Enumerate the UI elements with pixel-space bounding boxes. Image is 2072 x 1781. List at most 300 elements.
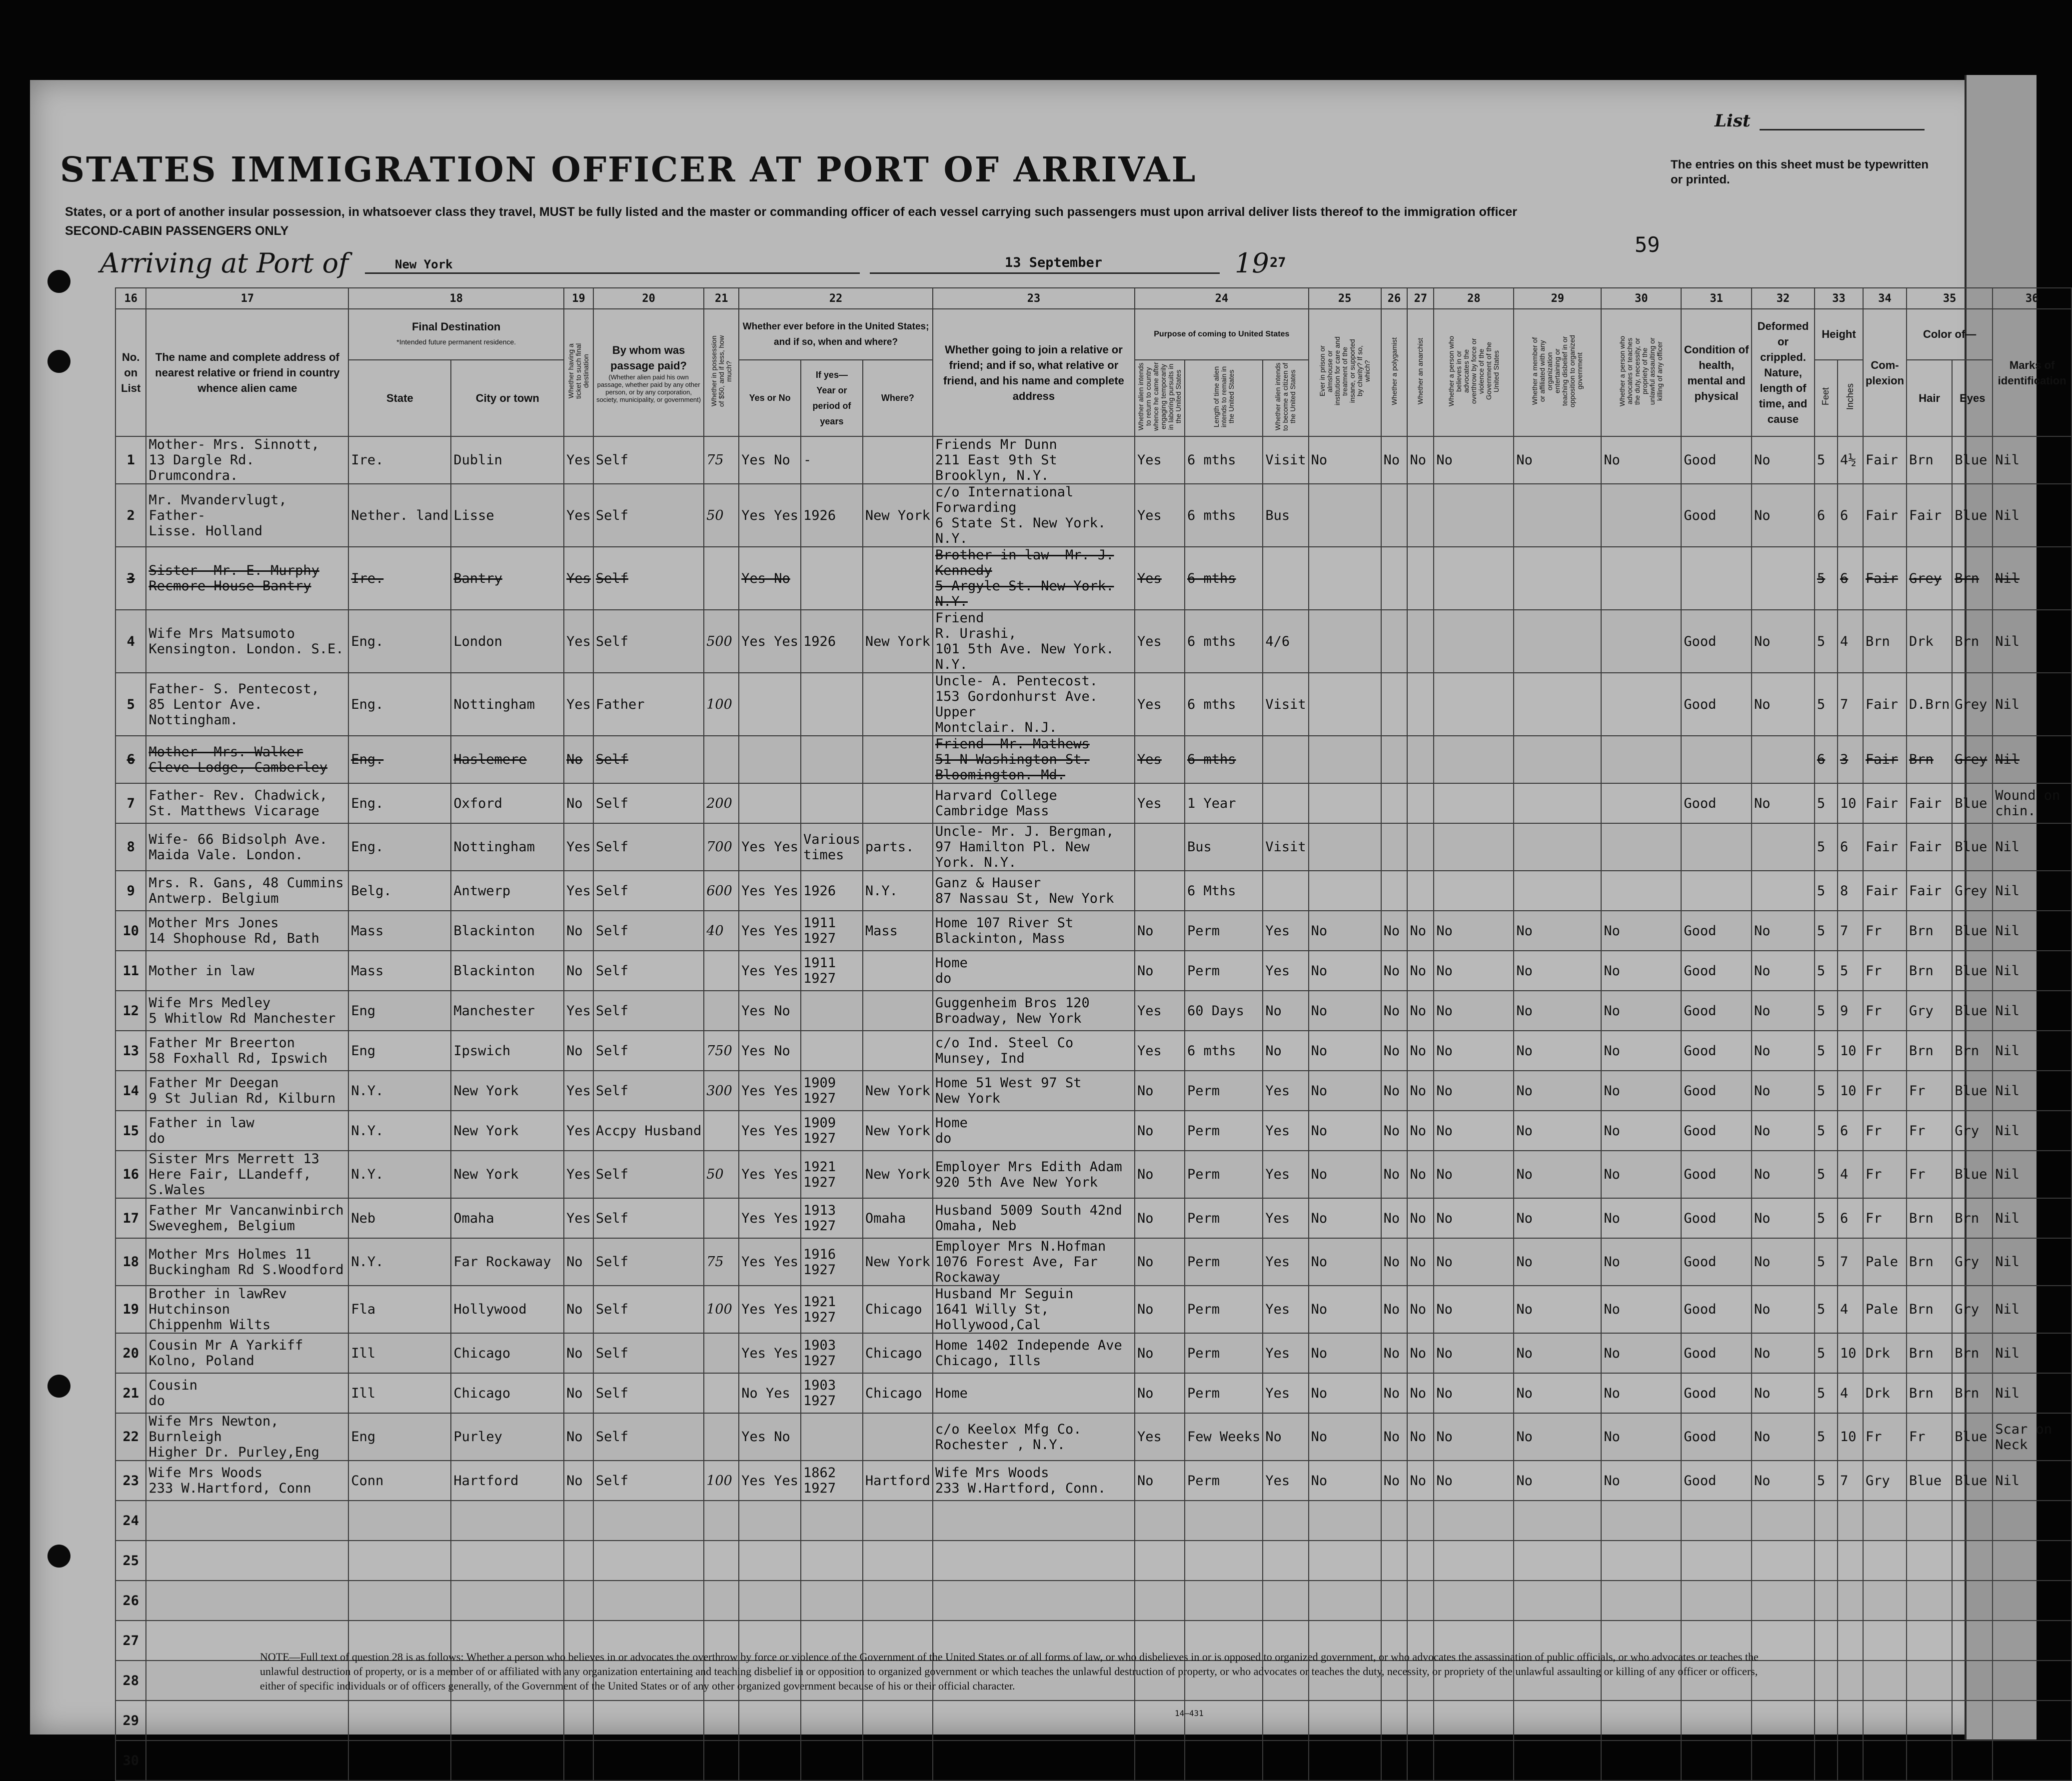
year-cell: 1903 1927	[801, 1333, 863, 1373]
health-cell: Good	[1681, 1071, 1752, 1111]
passage-paid-cell: Self	[593, 610, 704, 673]
inches-label: Inches	[1845, 383, 1855, 410]
relative-cell-line: Mother- Mrs. Sinnott,	[148, 437, 319, 452]
eyes-cell: Brn	[1952, 1198, 1993, 1238]
health-cell: Good	[1681, 783, 1752, 823]
organized-cell: No	[1514, 1413, 1601, 1461]
prison-cell	[1309, 1581, 1381, 1621]
health-cell: Good	[1681, 1151, 1752, 1198]
city-cell: Ipswich	[451, 1031, 564, 1071]
assault-cell	[1601, 1541, 1681, 1581]
year-cell	[801, 736, 863, 783]
relative-cell-line: Father Mr Deegan	[148, 1075, 279, 1091]
feet-cell: 5	[1815, 1198, 1838, 1238]
health-cell: Good	[1681, 1373, 1752, 1413]
where-cell	[863, 547, 933, 610]
anarchist-cell: No	[1407, 1333, 1434, 1373]
manifest-row	[115, 1461, 2072, 1501]
hair-cell	[1907, 1701, 1952, 1741]
health-cell: Good	[1681, 1031, 1752, 1071]
city-cell: Antwerp	[451, 871, 564, 911]
city-cell: Dublin	[451, 436, 564, 484]
row-number: 30	[115, 1741, 146, 1781]
marks-cell	[1993, 1661, 2072, 1701]
eyes-cell: Blue	[1952, 911, 1993, 951]
purpose-return-cell: Yes	[1135, 484, 1185, 547]
inches-cell: 10	[1838, 783, 1863, 823]
deformed-cell	[1752, 1701, 1815, 1741]
column-number: 18	[348, 288, 564, 309]
where-cell	[863, 1031, 933, 1071]
relative-cell	[146, 1151, 348, 1198]
where-cell	[863, 951, 933, 991]
state-cell	[348, 1701, 451, 1741]
row-number: 28	[115, 1661, 146, 1701]
year-cell: 1909 1927	[801, 1111, 863, 1151]
purpose-length-cell: Perm	[1185, 1151, 1263, 1198]
header-complexion: Com-plexion	[1863, 309, 1907, 436]
marks-cell: Scar on Neck	[1993, 1413, 2072, 1461]
year-cell	[801, 991, 863, 1031]
health-cell: Good	[1681, 951, 1752, 991]
ticket-cell: Yes	[564, 823, 593, 871]
header-before-in-us: Whether ever before in the United States; and if so, when and where?	[739, 309, 933, 360]
purpose-return-cell	[1135, 1501, 1185, 1541]
purpose-length-cell	[1185, 1581, 1263, 1621]
manifest-row	[115, 1031, 2072, 1071]
marks-cell: Nil	[1993, 1111, 2072, 1151]
before-cell: Yes Yes	[739, 871, 801, 911]
purpose-length-cell	[1185, 1541, 1263, 1581]
join-cell	[933, 436, 1135, 484]
feet-cell: 5	[1815, 1111, 1838, 1151]
before-cell: Yes Yes	[739, 1198, 801, 1238]
state-cell: N.Y.	[348, 1151, 451, 1198]
join-cell-line: 1076 Forest Ave, Far Rockaway	[935, 1254, 1098, 1285]
overthrow-cell: No	[1434, 911, 1514, 951]
relative-cell-line: Sweveghem, Belgium	[148, 1218, 295, 1234]
join-cell-line: 153 Gordonhurst Ave. Upper	[935, 689, 1098, 720]
marks-cell: Nil	[1993, 1031, 2072, 1071]
purpose-return-cell: No	[1135, 1111, 1185, 1151]
polygamist-cell	[1381, 783, 1408, 823]
manifest-row	[115, 871, 2072, 911]
complexion-cell: Fr	[1863, 991, 1907, 1031]
passage-paid-cell: Self	[593, 1413, 704, 1461]
column-number: 35	[1907, 288, 1993, 309]
assault-cell: No	[1601, 1238, 1681, 1286]
join-cell-line: 5 Argyle St. New York. N.Y.	[935, 578, 1114, 609]
year-cell: 1916 1927	[801, 1238, 863, 1286]
deformed-cell: No	[1752, 783, 1815, 823]
complexion-cell: Fr	[1863, 1151, 1907, 1198]
deformed-cell: No	[1752, 673, 1815, 736]
purpose-citizen-cell	[1263, 736, 1308, 783]
relative-cell-line: do	[148, 1131, 165, 1146]
polygamist-cell: No	[1381, 1238, 1408, 1286]
join-cell-line: Munsey, Ind	[935, 1051, 1025, 1066]
purpose-length-cell	[1185, 1701, 1263, 1741]
purpose-return-cell: No	[1135, 1198, 1185, 1238]
inches-cell: 10	[1838, 1031, 1863, 1071]
money-label: Whether in possession of $50, and if less, how much?	[709, 335, 733, 407]
year-cell: 1921 1927	[801, 1151, 863, 1198]
overthrow-cell: No	[1434, 951, 1514, 991]
complexion-cell: Fair	[1863, 673, 1907, 736]
anarchist-cell: No	[1407, 1071, 1434, 1111]
eyes-cell: Brn	[1952, 610, 1993, 673]
join-cell-line: 51 N Washington St. Bloomington. Md.	[935, 752, 1090, 783]
before-cell: Yes Yes	[739, 823, 801, 871]
header-join-relative: Whether going to join a relative or friend; and if so, what relative or friend, and his name and complete address	[933, 309, 1135, 436]
purpose-return-cell: No	[1135, 1461, 1185, 1501]
state-cell: Eng	[348, 1413, 451, 1461]
join-cell-line: Brother-in-law- Mr. J. Kennedy	[935, 547, 1114, 578]
relative-cell-line: Father in law	[148, 1115, 254, 1131]
passage-paid-cell: Self	[593, 547, 704, 610]
year-cell: 1926	[801, 871, 863, 911]
eyes-cell	[1952, 1501, 1993, 1541]
polygamist-cell: No	[1381, 1198, 1408, 1238]
complexion-cell: Fr	[1863, 1031, 1907, 1071]
purpose-citizen-cell	[1263, 1541, 1308, 1581]
city-cell: Manchester	[451, 991, 564, 1031]
organized-cell: No	[1514, 1151, 1601, 1198]
relative-cell-line: Cousin	[148, 1378, 198, 1393]
anarchist-cell	[1407, 484, 1434, 547]
year-cell: 1862 1927	[801, 1461, 863, 1501]
final-destination-label: Final Destination	[412, 320, 501, 333]
organized-cell	[1514, 1701, 1601, 1741]
anarchist-cell: No	[1407, 1461, 1434, 1501]
column-number: 23	[933, 288, 1135, 309]
marks-cell: Nil	[1993, 951, 2072, 991]
anarchist-cell	[1407, 673, 1434, 736]
purpose-citizen-cell: No	[1263, 991, 1308, 1031]
header-no-on-list: No. on List	[115, 309, 146, 436]
passage-paid-cell: Self	[593, 484, 704, 547]
city-cell: London	[451, 610, 564, 673]
city-cell: Lisse	[451, 484, 564, 547]
state-cell: Ill	[348, 1373, 451, 1413]
column-number: 19	[564, 288, 593, 309]
money-cell: 500	[704, 610, 739, 673]
join-cell-line: Brooklyn, N.Y.	[935, 468, 1049, 483]
relative-cell-line: Mother Mrs Jones	[148, 915, 279, 931]
join-cell	[933, 1413, 1135, 1461]
city-cell: Oxford	[451, 783, 564, 823]
organized-cell: No	[1514, 1461, 1601, 1501]
deformed-cell: No	[1752, 436, 1815, 484]
inches-cell: 6	[1838, 1198, 1863, 1238]
purpose-return-cell	[1135, 823, 1185, 871]
year-cell: -	[801, 436, 863, 484]
ticket-cell: No	[564, 951, 593, 991]
purpose-length-cell: 6 mths	[1185, 436, 1263, 484]
prison-cell: No	[1309, 991, 1381, 1031]
header-eyes: Eyes	[1952, 360, 1993, 436]
relative-cell	[146, 610, 348, 673]
feet-cell: 5	[1815, 1286, 1838, 1333]
complexion-cell: Fr	[1863, 1413, 1907, 1461]
row-number: 4	[115, 610, 146, 673]
passage-paid-cell: Self	[593, 1071, 704, 1111]
polygamist-cell	[1381, 1701, 1408, 1741]
before-cell	[739, 783, 801, 823]
purpose-return-cell: No	[1135, 911, 1185, 951]
eyes-cell: Blue	[1952, 436, 1993, 484]
feet-cell: 5	[1815, 1071, 1838, 1111]
health-cell: Good	[1681, 1333, 1752, 1373]
join-cell	[933, 1151, 1135, 1198]
passage-paid-cell: Self	[593, 1286, 704, 1333]
health-cell	[1681, 1701, 1752, 1741]
relative-cell	[146, 436, 348, 484]
deformed-cell: No	[1752, 1373, 1815, 1413]
row-number: 23	[115, 1461, 146, 1501]
hair-cell: Brn	[1907, 1198, 1952, 1238]
assault-cell: No	[1601, 436, 1681, 484]
polygamist-cell: No	[1381, 1071, 1408, 1111]
before-cell	[739, 1701, 801, 1741]
health-cell	[1681, 1741, 1752, 1781]
ticket-cell: Yes	[564, 484, 593, 547]
overthrow-cell	[1434, 1741, 1514, 1781]
prison-cell	[1309, 610, 1381, 673]
where-cell	[863, 1413, 933, 1461]
row-number: 1	[115, 436, 146, 484]
relative-cell-line: St. Matthews Vicarage	[148, 803, 319, 819]
form-number: 14—431	[1175, 1709, 1204, 1718]
organized-cell	[1514, 1501, 1601, 1541]
overthrow-cell: No	[1434, 1333, 1514, 1373]
hair-cell: Fair	[1907, 783, 1952, 823]
relative-cell-line: Maida Vale. London.	[148, 847, 303, 863]
passage-paid-note: (Whether alien paid his own passage, whether paid by any other person, or by any corporation, society, municipality, or government)	[596, 373, 701, 403]
passage-paid-cell: Self	[593, 951, 704, 991]
join-cell-line: Broadway, New York	[935, 1011, 1082, 1026]
eyes-cell: Grey	[1952, 673, 1993, 736]
passage-paid-cell	[593, 1741, 704, 1781]
relative-cell-line: Mr. Mvandervlugt, Father-	[148, 492, 287, 523]
row-number: 29	[115, 1701, 146, 1741]
header-yes-no: Yes or No	[739, 360, 801, 436]
health-cell: Good	[1681, 911, 1752, 951]
overthrow-cell	[1434, 673, 1514, 736]
marks-cell: Nil	[1993, 1238, 2072, 1286]
manifest-row	[115, 736, 2072, 783]
purpose-return-cell: No	[1135, 1286, 1185, 1333]
deformed-cell: No	[1752, 1071, 1815, 1111]
state-cell	[348, 1741, 451, 1781]
assault-cell	[1601, 547, 1681, 610]
relative-cell	[146, 1071, 348, 1111]
eyes-cell: Blue	[1952, 991, 1993, 1031]
manifest-body	[115, 436, 2072, 1781]
inches-cell: 9	[1838, 991, 1863, 1031]
purpose-citizen-cell: Visit	[1263, 823, 1308, 871]
passage-paid-cell: Self	[593, 871, 704, 911]
year-cell: Various times	[801, 823, 863, 871]
before-cell: Yes Yes	[739, 1111, 801, 1151]
eyes-cell: Blue	[1952, 1461, 1993, 1501]
feet-cell	[1815, 1741, 1838, 1781]
feet-cell: 5	[1815, 871, 1838, 911]
join-cell	[933, 911, 1135, 951]
purpose-length-cell: Perm	[1185, 1071, 1263, 1111]
inches-cell: 3	[1838, 736, 1863, 783]
manifest-row	[115, 823, 2072, 871]
relative-cell-line: Father Mr Breerton	[148, 1035, 295, 1051]
organized-cell: No	[1514, 951, 1601, 991]
anarchist-cell	[1407, 783, 1434, 823]
before-cell: Yes Yes	[739, 1238, 801, 1286]
health-cell	[1681, 736, 1752, 783]
join-cell	[933, 1238, 1135, 1286]
overthrow-cell: No	[1434, 1238, 1514, 1286]
header-final-destination	[348, 309, 564, 360]
overthrow-cell	[1434, 610, 1514, 673]
purpose-citizen-cell: Yes	[1263, 1333, 1308, 1373]
purpose-citizen-cell: Yes	[1263, 1071, 1308, 1111]
header-organized	[1514, 309, 1601, 436]
relative-cell-line: Wife Mrs Medley	[148, 995, 271, 1011]
deformed-cell	[1752, 1501, 1815, 1541]
relative-cell	[146, 484, 348, 547]
eyes-cell: Blue	[1952, 783, 1993, 823]
overthrow-cell	[1434, 484, 1514, 547]
ticket-cell	[564, 1701, 593, 1741]
deformed-cell: No	[1752, 991, 1815, 1031]
ticket-cell: No	[564, 1373, 593, 1413]
passage-paid-cell: Self	[593, 991, 704, 1031]
purpose-citizen-cell: Yes	[1263, 951, 1308, 991]
relative-cell-line: Sister- Mr. E. Murphy	[148, 563, 319, 578]
complexion-cell: Fair	[1863, 484, 1907, 547]
deformed-cell	[1752, 1541, 1815, 1581]
join-cell	[933, 547, 1135, 610]
hair-cell: Brn	[1907, 1286, 1952, 1333]
where-cell	[863, 1581, 933, 1621]
inches-cell	[1838, 1581, 1863, 1621]
column-number: 30	[1601, 288, 1681, 309]
purpose-length-cell: Perm	[1185, 911, 1263, 951]
arrival-date: 13 September	[1005, 255, 1103, 270]
join-cell-line: 920 5th Ave New York	[935, 1174, 1098, 1190]
purpose-length-cell	[1185, 1741, 1263, 1781]
money-cell	[704, 951, 739, 991]
feet-label: Feet	[1821, 387, 1831, 406]
state-cell: Conn	[348, 1461, 451, 1501]
row-number: 8	[115, 823, 146, 871]
if-yes-label: If yes—	[815, 369, 848, 380]
row-number: 18	[115, 1238, 146, 1286]
relative-cell-line: Father- S. Pentecost,	[148, 681, 319, 697]
feet-cell: 5	[1815, 1373, 1838, 1413]
manifest-row	[115, 1151, 2072, 1198]
purpose-citizen-cell: Yes	[1263, 1111, 1308, 1151]
where-cell: New York	[863, 1071, 933, 1111]
relative-cell-line: Father- Rev. Chadwick,	[148, 788, 328, 803]
feet-cell: 5	[1815, 911, 1838, 951]
year-cell	[801, 1031, 863, 1071]
anarchist-cell	[1407, 547, 1434, 610]
assault-cell	[1601, 783, 1681, 823]
manifest-row	[115, 1111, 2072, 1151]
deformed-cell: No	[1752, 1286, 1815, 1333]
hair-cell: Gry	[1907, 991, 1952, 1031]
passage-paid-cell: Self	[593, 1151, 704, 1198]
relative-cell-line: 13 Dargle Rd. Drumcondra.	[148, 452, 254, 483]
join-cell-line: Chicago, Ills	[935, 1353, 1041, 1369]
where-cell: New York	[863, 1151, 933, 1198]
assault-cell: No	[1601, 1413, 1681, 1461]
complexion-cell: Fr	[1863, 1071, 1907, 1111]
prison-cell: No	[1309, 1461, 1381, 1501]
column-number: 31	[1681, 288, 1752, 309]
prison-cell	[1309, 736, 1381, 783]
polygamist-cell: No	[1381, 1111, 1408, 1151]
assault-cell	[1601, 610, 1681, 673]
eyes-cell: Gry	[1952, 1238, 1993, 1286]
overthrow-cell: No	[1434, 1286, 1514, 1333]
feet-cell: 5	[1815, 1151, 1838, 1198]
year-cell: 1909 1927	[801, 1071, 863, 1111]
feet-cell: 5	[1815, 783, 1838, 823]
relative-cell-line: Chippenhm Wilts	[148, 1317, 271, 1333]
prison-cell	[1309, 547, 1381, 610]
prison-cell	[1309, 1501, 1381, 1541]
purpose-return-cell	[1135, 871, 1185, 911]
join-cell-line: Rochester , N.Y.	[935, 1437, 1065, 1453]
row-number: 15	[115, 1111, 146, 1151]
polygamist-cell	[1381, 1541, 1408, 1581]
city-cell	[451, 1581, 564, 1621]
marks-cell: Nil	[1993, 484, 2072, 547]
join-cell	[933, 1071, 1135, 1111]
join-cell	[933, 1198, 1135, 1238]
row-number: 9	[115, 871, 146, 911]
join-cell-line: Home 1402 Independe Ave	[935, 1338, 1122, 1353]
hair-cell: Fr	[1907, 1071, 1952, 1111]
prison-cell	[1309, 871, 1381, 911]
eyes-cell: Grey	[1952, 736, 1993, 783]
where-cell: Mass	[863, 911, 933, 951]
organized-cell: No	[1514, 991, 1601, 1031]
inches-cell: 10	[1838, 1413, 1863, 1461]
purpose-length-cell: 6 mths	[1185, 736, 1263, 783]
purpose-return-cell: No	[1135, 951, 1185, 991]
money-cell	[704, 1701, 739, 1741]
purpose-citizen-cell	[1263, 871, 1308, 911]
ticket-cell	[564, 1541, 593, 1581]
where-cell: New York	[863, 1238, 933, 1286]
anarchist-cell	[1407, 871, 1434, 911]
complexion-cell	[1863, 1621, 1907, 1661]
marks-cell: Nil	[1993, 1286, 2072, 1333]
anarchist-label: Whether an anarchist	[1416, 337, 1425, 405]
hair-cell: Brn	[1907, 1373, 1952, 1413]
year-period-label: Year or period of years	[812, 385, 851, 426]
relative-cell-line: Mother in law	[148, 963, 254, 979]
purpose-length-cell: Perm	[1185, 1238, 1263, 1286]
relative-cell	[146, 783, 348, 823]
complexion-cell	[1863, 1741, 1907, 1781]
assault-cell	[1601, 736, 1681, 783]
purpose-citizen-cell: Yes	[1263, 1461, 1308, 1501]
before-cell: Yes No	[739, 991, 801, 1031]
list-line	[1760, 129, 1925, 130]
